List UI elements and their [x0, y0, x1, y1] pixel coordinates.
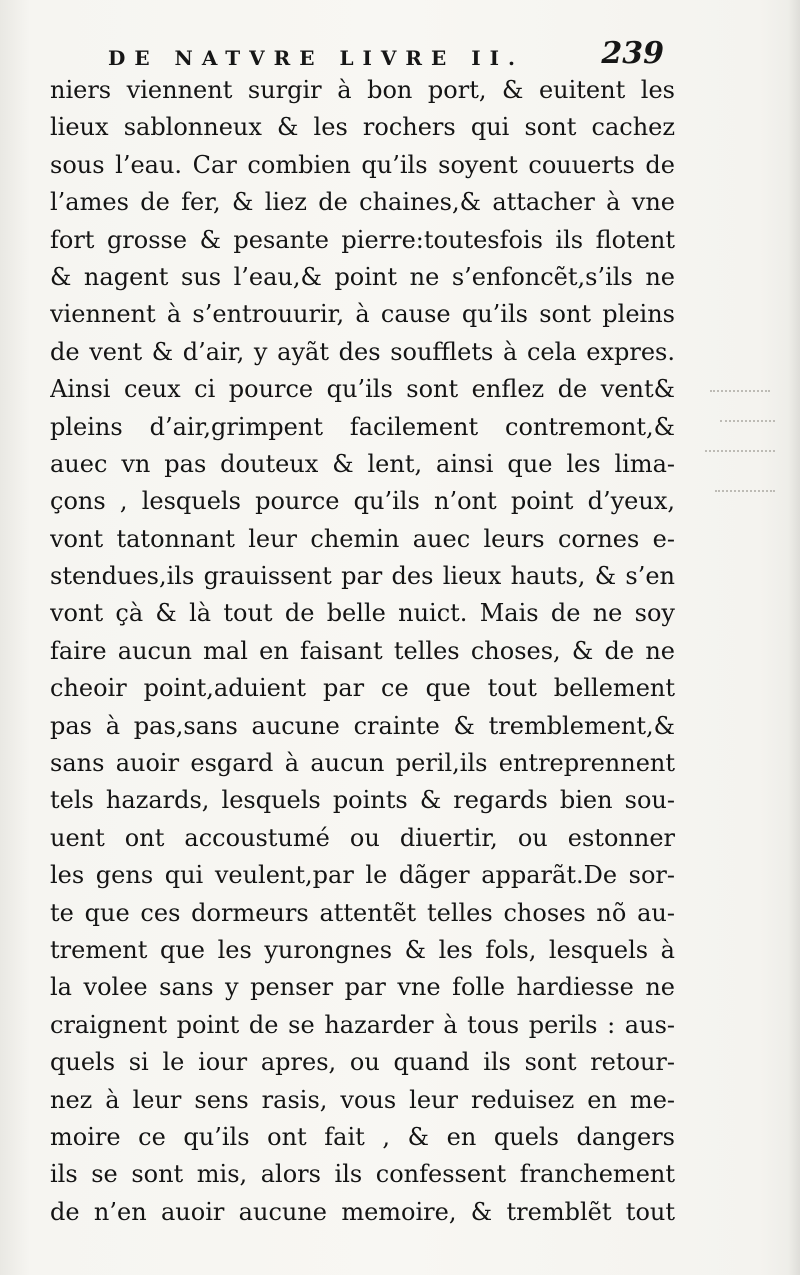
text-line: uent ont accoustumé ou diuertir, ou estonner: [50, 823, 675, 852]
page-number: 239: [601, 36, 664, 71]
text-line: Ainsi ceux ci pource qu’ils sont enflez de vent&: [50, 375, 675, 404]
text-line: fort grosse & pesante pierre:toutesfois ils flotent: [50, 225, 675, 254]
text-line: viennent à s’entrouurir, à cause qu’ils sont pleins: [50, 300, 675, 329]
text-line: pas à pas,sans aucune crainte & tremblement,&: [50, 711, 675, 740]
text-line: lieux sablonneux & les rochers qui sont cachez: [50, 113, 675, 142]
text-line: craignent point de se hazarder à tous perils : aus-: [50, 1010, 675, 1039]
page-edge-shadow: [788, 0, 800, 1275]
text-line: de vent & d’air, y ayãt des soufflets à cela expres.: [50, 337, 675, 366]
body-text: [50, 72, 675, 1231]
text-line: sans auoir esgard à aucun peril,ils entreprennent: [50, 749, 675, 778]
text-line: quels si le iour apres, ou quand ils sont retour-: [50, 1048, 675, 1077]
text-line: stendues,ils grauissent par des lieux hauts, & s’en: [50, 562, 675, 591]
text-line: l’ames de fer, & liez de chaines,& attacher à vne: [50, 188, 675, 217]
text-line: cheoir point,aduient par ce que tout bellement: [50, 674, 675, 703]
text-line: tels hazards, lesquels points & regards bien sou-: [50, 786, 675, 815]
faint-bleed-mark: [720, 420, 775, 428]
text-line: nez à leur sens rasis, vous leur reduisez en me-: [50, 1085, 675, 1114]
text-line: la volee sans y penser par vne folle hardiesse ne: [50, 973, 675, 1002]
text-line: de n’en auoir aucune memoire, & tremblẽt tout: [50, 1197, 675, 1226]
text-line: faire aucun mal en faisant telles choses, & de ne: [50, 636, 675, 665]
text-line: te que ces dormeurs attentẽt telles choses nõ au-: [50, 898, 675, 927]
text-line: moire ce qu’ils ont fait , & en quels dangers: [50, 1122, 675, 1151]
faint-bleed-mark: [705, 450, 775, 458]
text-line: çons , lesquels pource qu’ils n’ont point d’yeux,: [50, 487, 675, 516]
running-head: DE NATVRE LIVRE II.: [108, 46, 524, 70]
text-line: vont çà & là tout de belle nuict. Mais de ne soy: [50, 599, 675, 628]
show-through-marks: [700, 380, 790, 540]
faint-bleed-mark: [715, 490, 775, 498]
text-line: pleins d’air,grimpent facilement contremont,&: [50, 412, 675, 441]
text-line: les gens qui veulent,par le dãger apparãt.De sor-: [50, 861, 675, 890]
text-line: auec vn pas douteux & lent, ainsi que les lima-: [50, 449, 675, 478]
text-line: ils se sont mis, alors ils confessent franchement: [50, 1160, 675, 1189]
text-line: sous l’eau. Car combien qu’ils soyent couuerts de: [50, 150, 675, 179]
faint-bleed-mark: [710, 390, 770, 398]
text-line: vont tatonnant leur chemin auec leurs cornes e-: [50, 524, 675, 553]
text-line: & nagent sus l’eau,& point ne s’enfoncẽt,s’ils ne: [50, 262, 675, 291]
text-line: niers viennent surgir à bon port, & euitent les: [50, 76, 675, 104]
text-line: trement que les yurongnes & les fols, lesquels à: [50, 935, 675, 964]
